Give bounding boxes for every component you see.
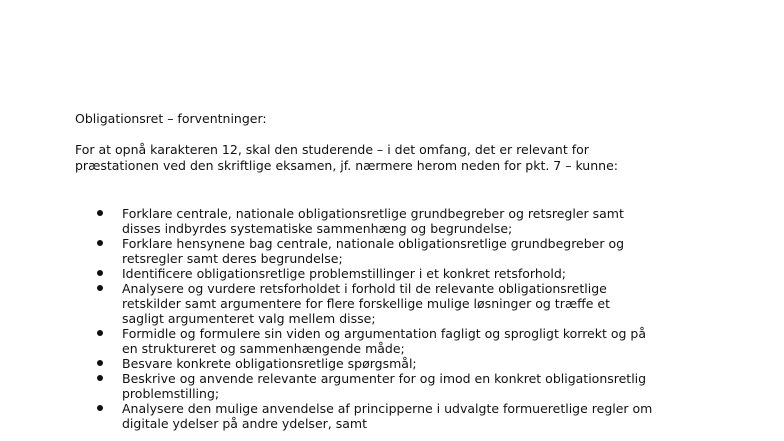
list-item-line: Identificere obligationsretlige problemstillinger i et konkret retsforhold; — [122, 266, 567, 281]
section-heading: Obligationsret – forventninger: — [75, 111, 267, 126]
list-item-line: disses indbyrdes systematiske sammenhæng og begrundelse; — [122, 221, 513, 236]
expectations-list — [0, 206, 784, 431]
list-item-line: Forklare centrale, nationale obligationsretlige grundbegreber og retsregler samt — [122, 206, 624, 221]
list-item-line: retskilder samt argumentere for flere forskellige mulige løsninger og træffe et — [122, 296, 610, 311]
bullet-icon — [97, 375, 103, 381]
list-item — [0, 326, 784, 356]
bullet-icon — [97, 330, 103, 336]
bullet-icon — [97, 405, 103, 411]
bullet-icon — [97, 270, 103, 276]
list-item — [0, 371, 784, 401]
list-item-line: Analysere den mulige anvendelse af principperne i udvalgte formueretlige regler om — [122, 401, 653, 416]
bullet-icon — [97, 360, 103, 366]
list-item — [0, 281, 784, 326]
bullet-icon — [97, 210, 103, 216]
list-item-line: Beskrive og anvende relevante argumenter for og imod en konkret obligationsretlig — [122, 371, 647, 386]
list-item-line: problemstilling; — [122, 386, 220, 401]
list-item — [0, 266, 784, 281]
bullet-icon — [97, 285, 103, 291]
bullet-icon — [97, 240, 103, 246]
list-item-line: retsregler samt deres begrundelse; — [122, 251, 343, 266]
list-item — [0, 236, 784, 266]
list-item-line: Formidle og formulere sin viden og argumentation fagligt og sprogligt korrekt og på — [122, 326, 647, 341]
intro-line: For at opnå karakteren 12, skal den studerende – i det omfang, det er relevant for — [75, 142, 589, 157]
list-item-line: digitale ydelser på andre ydelser, samt — [122, 416, 367, 431]
list-item-line: Forklare hensynene bag centrale, nationale obligationsretlige grundbegreber og — [122, 236, 625, 251]
list-item — [0, 356, 784, 371]
intro-paragraph — [75, 142, 735, 174]
list-item-line: Analysere og vurdere retsforholdet i forhold til de relevante obligationsretlige — [122, 281, 607, 296]
list-item — [0, 206, 784, 236]
list-item-line: Besvare konkrete obligationsretlige spørgsmål; — [122, 356, 417, 371]
list-item-line: en struktureret og sammenhængende måde; — [122, 341, 405, 356]
list-item — [0, 401, 784, 431]
list-item-line: sagligt argumenteret valg mellem disse; — [122, 311, 376, 326]
intro-line: præstationen ved den skriftlige eksamen, jf. nærmere herom neden for pkt. 7 – kunne: — [75, 158, 618, 173]
